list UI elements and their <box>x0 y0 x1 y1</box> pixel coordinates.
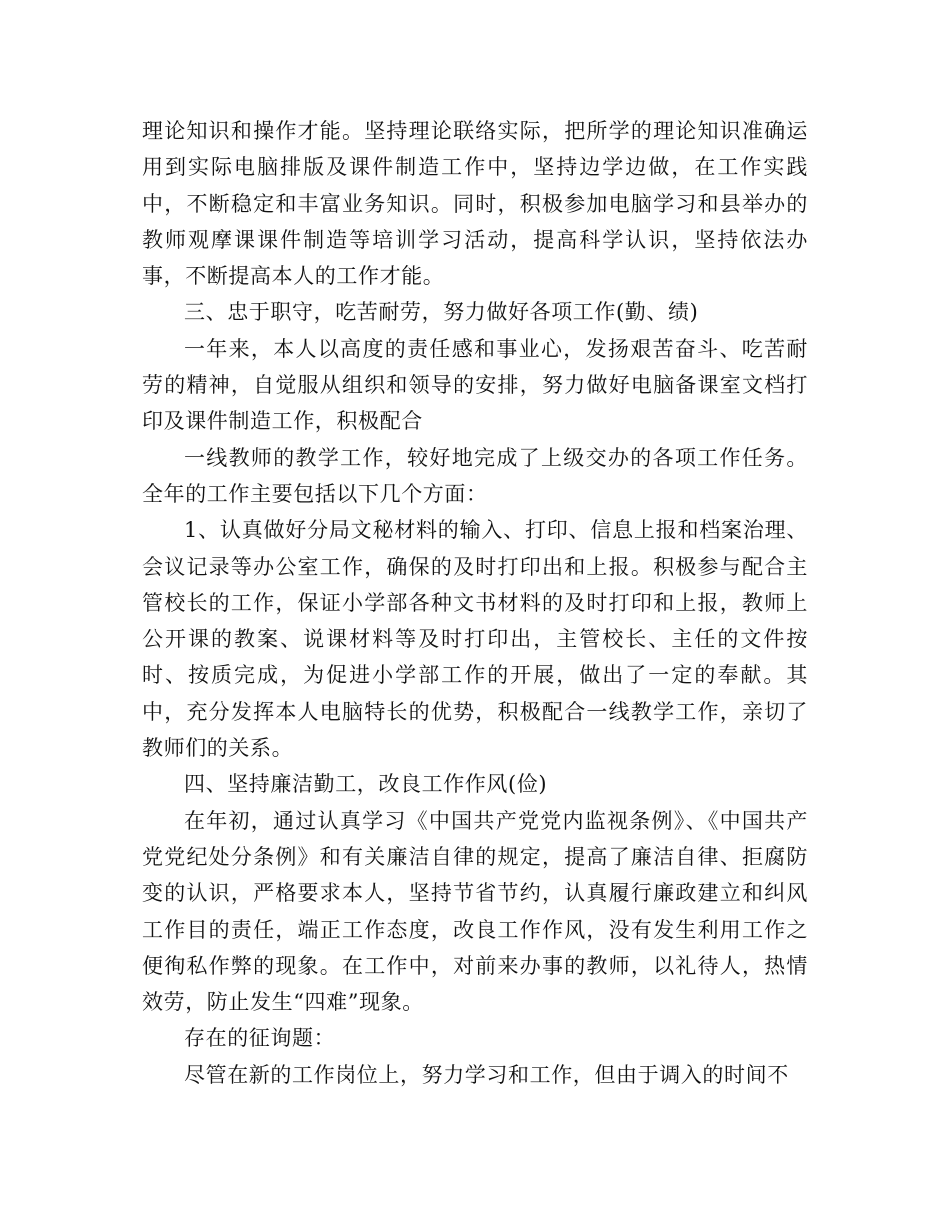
paragraph-teaching-work: 一线教师的教学工作，较好地完成了上级交办的各项工作任务。全年的工作主要包括以下几个方面： <box>142 445 808 506</box>
paragraph-integrity: 在年初，通过认真学习《中国共产党党内监视条例》、《中国共产党党纪处分条例》和有关廉洁自律的规定，提高了廉洁自律、拒腐防变的认识，严格要求本人，坚持节省节约，认真履行廉政建立和纠风工作目的责任，端正工作态度，改良工作作风，没有发生利用工作之便徇私作弊的现象。在工作中，对前来办事的教师，以礼待人，热情效劳，防止发生“四难”现象。 <box>142 808 808 1015</box>
paragraph-issues: 尽管在新的工作岗位上，努力学习和工作，但由于调入的时间不 <box>184 1062 789 1087</box>
paragraph-year-summary: 一年来，本人以高度的责任感和事业心，发扬艰苦奋斗、吃苦耐劳的精神，自觉服从组织和领导的安排，努力做好电脑备课室文档打印及课件制造工作，积极配合 <box>142 336 808 434</box>
document-body <box>142 113 808 1093</box>
paragraph-continuation: 理论知识和操作才能。坚持理论联络实际，把所学的理论知识准确运用到实际电脑排版及课件制造工作中，坚持边学边做，在工作实践中，不断稳定和丰富业务知识。同时，积极参加电脑学习和县举办的教师观摩课课件制造等培训学习活动，提高科学认识，坚持依法办事，不断提高本人的工作才能。 <box>142 119 808 289</box>
section-heading-four: 四、坚持廉洁勤工，改良工作作风(俭) <box>184 772 548 797</box>
section-heading-issues: 存在的征询题： <box>184 1026 336 1051</box>
paragraph-item-one: 1、认真做好分局文秘材料的输入、打印、信息上报和档案治理、会议记录等办公室工作，确保的及时打印出和上报。积极参与配合主管校长的工作，保证小学部各种文书材料的及时打印和上报，教师上公开课的教案、说课材料等及时打印出，主管校长、主任的文件按时、按质完成，为促进小学部工作的开展，做出了一定的奉献。其中，充分发挥本人电脑特长的优势，积极配合一线教学工作，亲切了教师们的关系。 <box>142 518 808 761</box>
section-heading-three: 三、忠于职守，吃苦耐劳，努力做好各项工作(勤、绩) <box>184 300 699 325</box>
